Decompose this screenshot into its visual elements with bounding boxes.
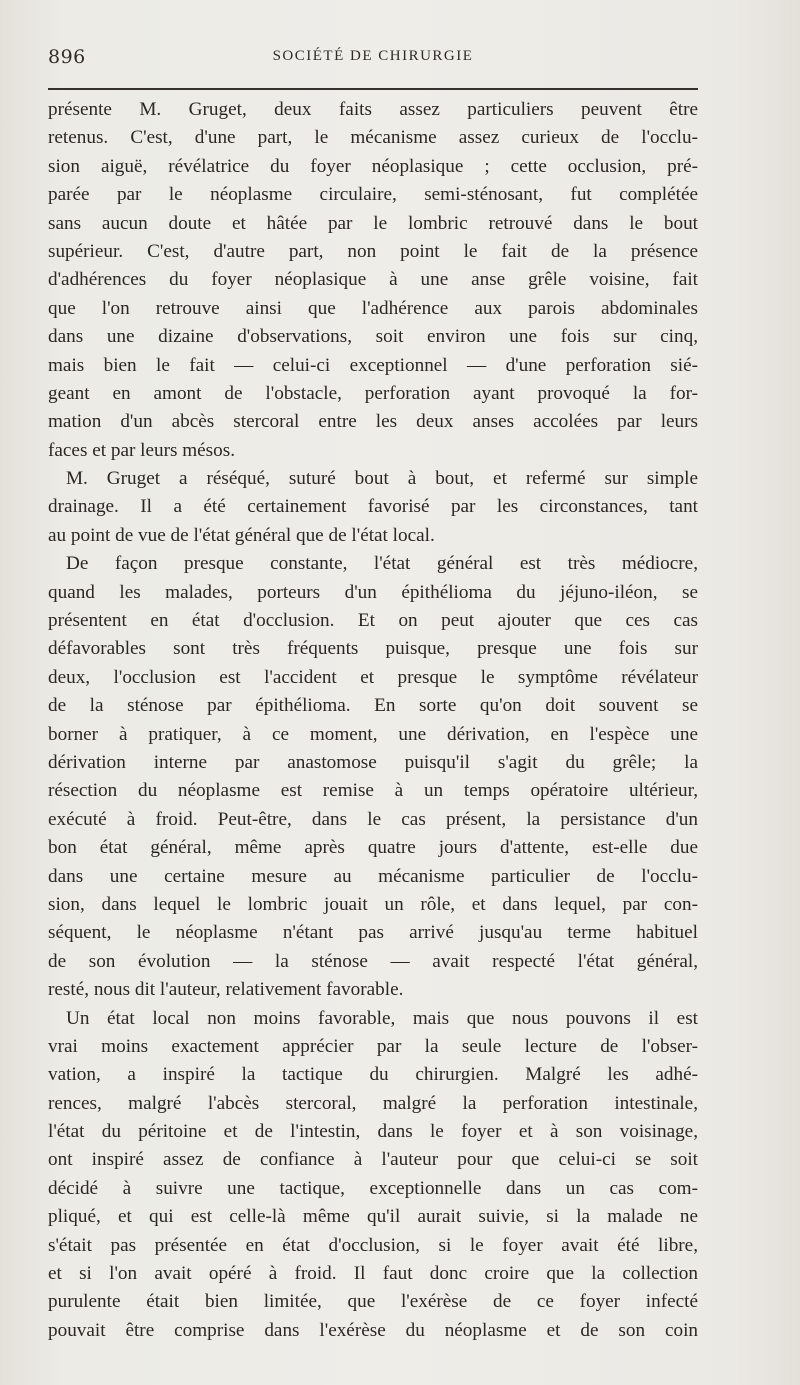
text-line: mation d'un abcès stercoral entre les deux anses accolées par leurs: [48, 411, 698, 433]
text-line: défavorables sont très fréquents puisque, presque une fois sur: [48, 638, 698, 660]
text-line: retenus. C'est, d'une part, le mécanisme assez curieux de l'occlu-: [48, 127, 698, 149]
text-line: dérivation interne par anastomose puisqu'il s'agit du grêle; la: [48, 751, 698, 773]
text-line: d'adhérences du foyer néoplasique à une anse grêle voisine, fait: [48, 269, 698, 291]
text-line: borner à pratiquer, à ce moment, une dérivation, en l'espèce une: [48, 723, 698, 745]
text-line: décidé à suivre une tactique, exceptionnelle dans un cas com-: [48, 1177, 698, 1199]
text-line: supérieur. C'est, d'autre part, non point le fait de la présence: [48, 240, 698, 262]
text-line: ont inspiré assez de confiance à l'auteur pour que celui-ci se soit: [48, 1149, 698, 1171]
text-line: pliqué, et qui est celle-là même qu'il aurait suivie, si la malade ne: [48, 1206, 698, 1228]
text-line: vrai moins exactement apprécier par la seule lecture de l'obser-: [48, 1035, 698, 1057]
body-text: [48, 96, 698, 1345]
text-line: bon état général, même après quatre jours d'attente, est-elle due: [48, 837, 698, 859]
text-line: résection du néoplasme est remise à un temps opératoire ultérieur,: [48, 780, 698, 802]
text-line: rences, malgré l'abcès stercoral, malgré la perforation intestinale,: [48, 1092, 698, 1114]
text-line: dans une dizaine d'observations, soit environ une fois sur cinq,: [48, 326, 698, 348]
page-number: 896: [48, 46, 86, 68]
text-line: vation, a inspiré la tactique du chirurgien. Malgré les adhé-: [48, 1064, 698, 1086]
text-line: séquent, le néoplasme n'étant pas arrivé jusqu'au terme habituel: [48, 922, 698, 944]
text-line: De façon presque constante, l'état général est très médiocre,: [66, 553, 698, 575]
text-line: que l'on retrouve ainsi que l'adhérence aux parois abdominales: [48, 297, 698, 319]
text-line: dans une certaine mesure au mécanisme particulier de l'occlu-: [48, 865, 698, 887]
text-line: de la sténose par épithélioma. En sorte qu'on doit souvent se: [48, 695, 698, 717]
text-line: sion, dans lequel le lombric jouait un rôle, et dans lequel, par con-: [48, 893, 698, 915]
text-line: resté, nous dit l'auteur, relativement favorable.: [48, 979, 404, 1001]
text-line: Un état local non moins favorable, mais que nous pouvons il est: [66, 1007, 698, 1029]
text-line: de son évolution — la sténose — avait respecté l'état général,: [48, 950, 698, 972]
text-line: quand les malades, porteurs d'un épithélioma du jéjuno-iléon, se: [48, 581, 698, 603]
text-line: drainage. Il a été certainement favorisé par les circonstances, tant: [48, 496, 698, 518]
text-line: faces et par leurs mésos.: [48, 439, 236, 461]
text-line: M. Gruget a réséqué, suturé bout à bout, et refermé sur simple: [66, 468, 698, 490]
page-header: [48, 46, 698, 70]
text-line: geant en amont de l'obstacle, perforation ayant provoqué la for-: [48, 382, 698, 404]
text-line: au point de vue de l'état général que de l'état local.: [48, 524, 435, 546]
running-title: SOCIÉTÉ DE CHIRURGIE: [272, 48, 474, 64]
text-line: et si l'on avait opéré à froid. Il faut donc croire que la collection: [48, 1263, 698, 1285]
text-line: présentent en état d'occlusion. Et on peut ajouter que ces cas: [48, 610, 698, 632]
text-line: l'état du péritoine et de l'intestin, dans le foyer et à son voisinage,: [48, 1121, 698, 1143]
text-line: pouvait être comprise dans l'exérèse du néoplasme et de son coin: [48, 1319, 698, 1341]
text-line: exécuté à froid. Peut-être, dans le cas présent, la persistance d'un: [48, 808, 698, 830]
text-line: purulente était bien limitée, que l'exérèse de ce foyer infecté: [48, 1291, 698, 1313]
text-line: sion aiguë, révélatrice du foyer néoplasique ; cette occlusion, pré-: [48, 155, 698, 177]
text-line: s'était pas présentée en état d'occlusion, si le foyer avait été libre,: [48, 1234, 698, 1256]
text-line: sans aucun doute et hâtée par le lombric retrouvé dans le bout: [48, 212, 698, 234]
text-line: parée par le néoplasme circulaire, semi-sténosant, fut complétée: [48, 184, 698, 206]
text-line: deux, l'occlusion est l'accident et presque le symptôme révélateur: [48, 666, 698, 688]
text-line: présente M. Gruget, deux faits assez particuliers peuvent être: [48, 99, 698, 120]
header-rule: [48, 88, 698, 90]
text-line: mais bien le fait — celui-ci exceptionnel — d'une perforation sié-: [48, 354, 698, 376]
